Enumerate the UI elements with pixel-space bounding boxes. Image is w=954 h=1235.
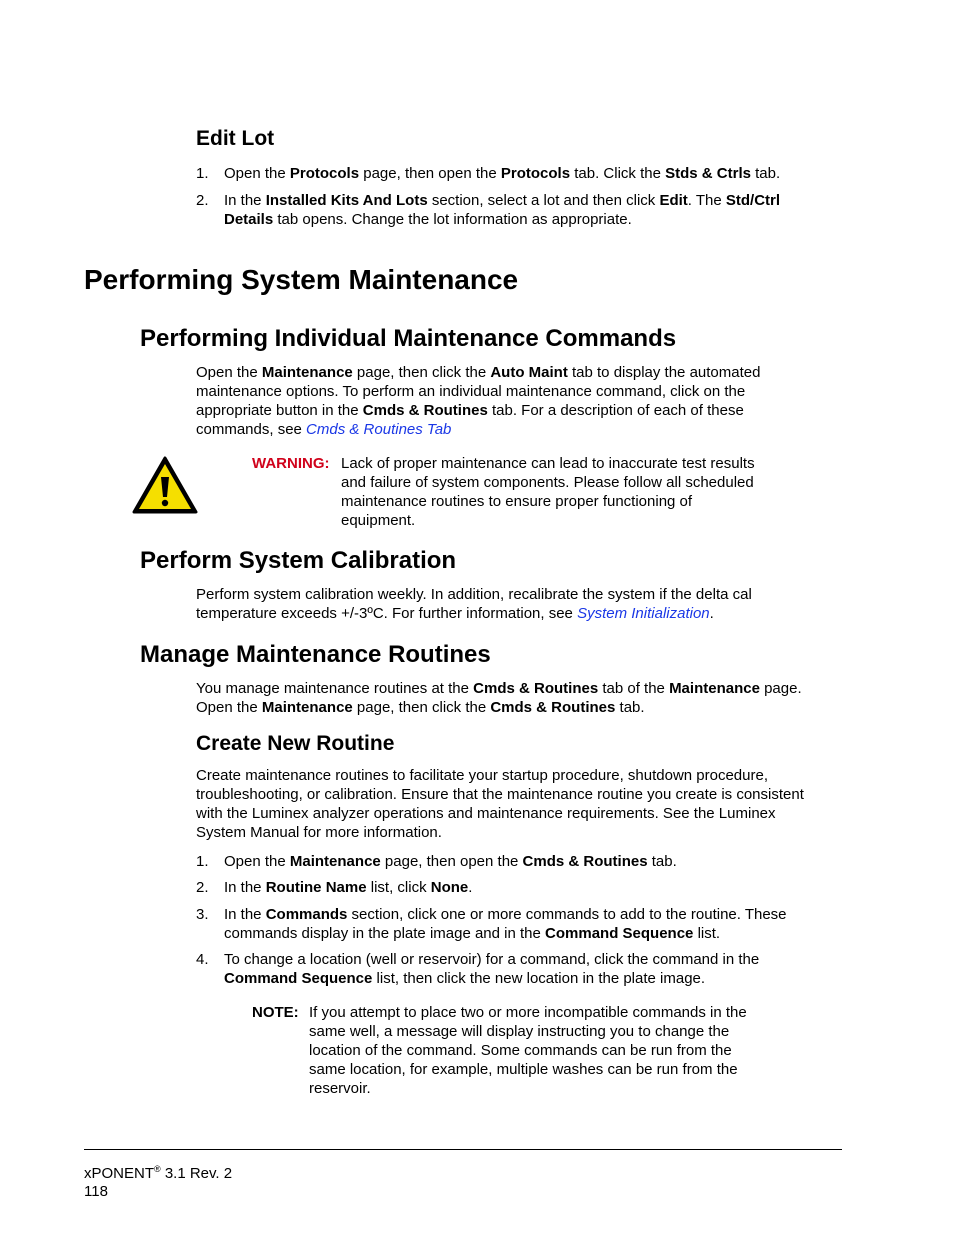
- edit-lot-step-1: Open the Protocols page, then open the Protocols tab. Click the Stds & Ctrls tab.: [224, 165, 781, 182]
- section-heading-manage-routines: Manage Maintenance Routines: [140, 641, 491, 668]
- step-number: 1.: [196, 853, 209, 870]
- cmds-routines-tab-link[interactable]: Cmds & Routines Tab: [306, 421, 452, 438]
- system-initialization-link[interactable]: System Initialization: [577, 605, 710, 622]
- section-heading-calibration: Perform System Calibration: [140, 547, 457, 574]
- page-title: Performing System Maintenance: [84, 264, 519, 295]
- note-label: NOTE:: [252, 1004, 299, 1021]
- create-routine-paragraph: Create maintenance routines to facilitate your startup procedure, shutdown procedure, troubleshooting, or calibration. Ensure that the maintenance routine you create is consistent with the Luminex analyzer operations and maintenance requirements. See the Luminex System Manual for more information.: [196, 767, 804, 841]
- step-number: 2.: [196, 879, 209, 896]
- note-text: If you attempt to place two or more incompatible commands in the same well, a message will display instructing you to change the location of the command. Some commands can be run from the same location, for example, multiple washes can be run from the reservoir.: [309, 1004, 747, 1097]
- create-step-3: In the Commands section, click one or more commands to add to the routine. These commands display in the plate image and in the Command Sequence list.: [224, 906, 787, 942]
- step-number: 3.: [196, 906, 209, 923]
- create-step-2: In the Routine Name list, click None.: [224, 879, 473, 896]
- edit-lot-step-2: In the Installed Kits And Lots section, select a lot and then click Edit. The Std/Ctrl Details tab opens. Change the lot information as appropriate.: [224, 192, 781, 228]
- create-step-1: Open the Maintenance page, then open the Cmds & Routines tab.: [224, 853, 677, 870]
- step-number: 2.: [196, 192, 209, 209]
- section-heading-individual-commands: Performing Individual Maintenance Commands: [140, 325, 677, 352]
- section-heading-edit-lot: Edit Lot: [196, 127, 275, 150]
- step-number: 1.: [196, 165, 209, 182]
- section-heading-create-routine: Create New Routine: [196, 732, 395, 755]
- warning-label: WARNING:: [252, 455, 330, 472]
- page-number: 118: [84, 1183, 108, 1200]
- individual-commands-paragraph: Open the Maintenance page, then click the Auto Maint tab to display the automated maintenance options. To perform an individual maintenance command, click on the appropriate button in the Cmds & Routines tab. For a description of each of these commands, see Cmds & Routines Tab: [196, 364, 761, 438]
- footer-product: xPONENT® 3.1 Rev. 2: [84, 1164, 233, 1182]
- warning-triangle-icon: [131, 455, 199, 515]
- calibration-paragraph: Perform system calibration weekly. In addition, recalibrate the system if the delta cal temperature exceeds +/-3ºC. For further information, see System Initialization.: [196, 586, 752, 622]
- step-number: 4.: [196, 951, 209, 968]
- warning-text: Lack of proper maintenance can lead to inaccurate test results and failure of system components. Please follow all scheduled maintenance routines to ensure proper functioning of equipment.: [341, 455, 755, 529]
- manage-routines-paragraph: You manage maintenance routines at the Cmds & Routines tab of the Maintenance page. Open the Maintenance page, then click the Cmds & Routines tab.: [196, 680, 802, 716]
- create-step-4: To change a location (well or reservoir) for a command, click the command in the Command Sequence list, then click the new location in the plate image.: [224, 951, 760, 987]
- footer-divider: [84, 1149, 842, 1150]
